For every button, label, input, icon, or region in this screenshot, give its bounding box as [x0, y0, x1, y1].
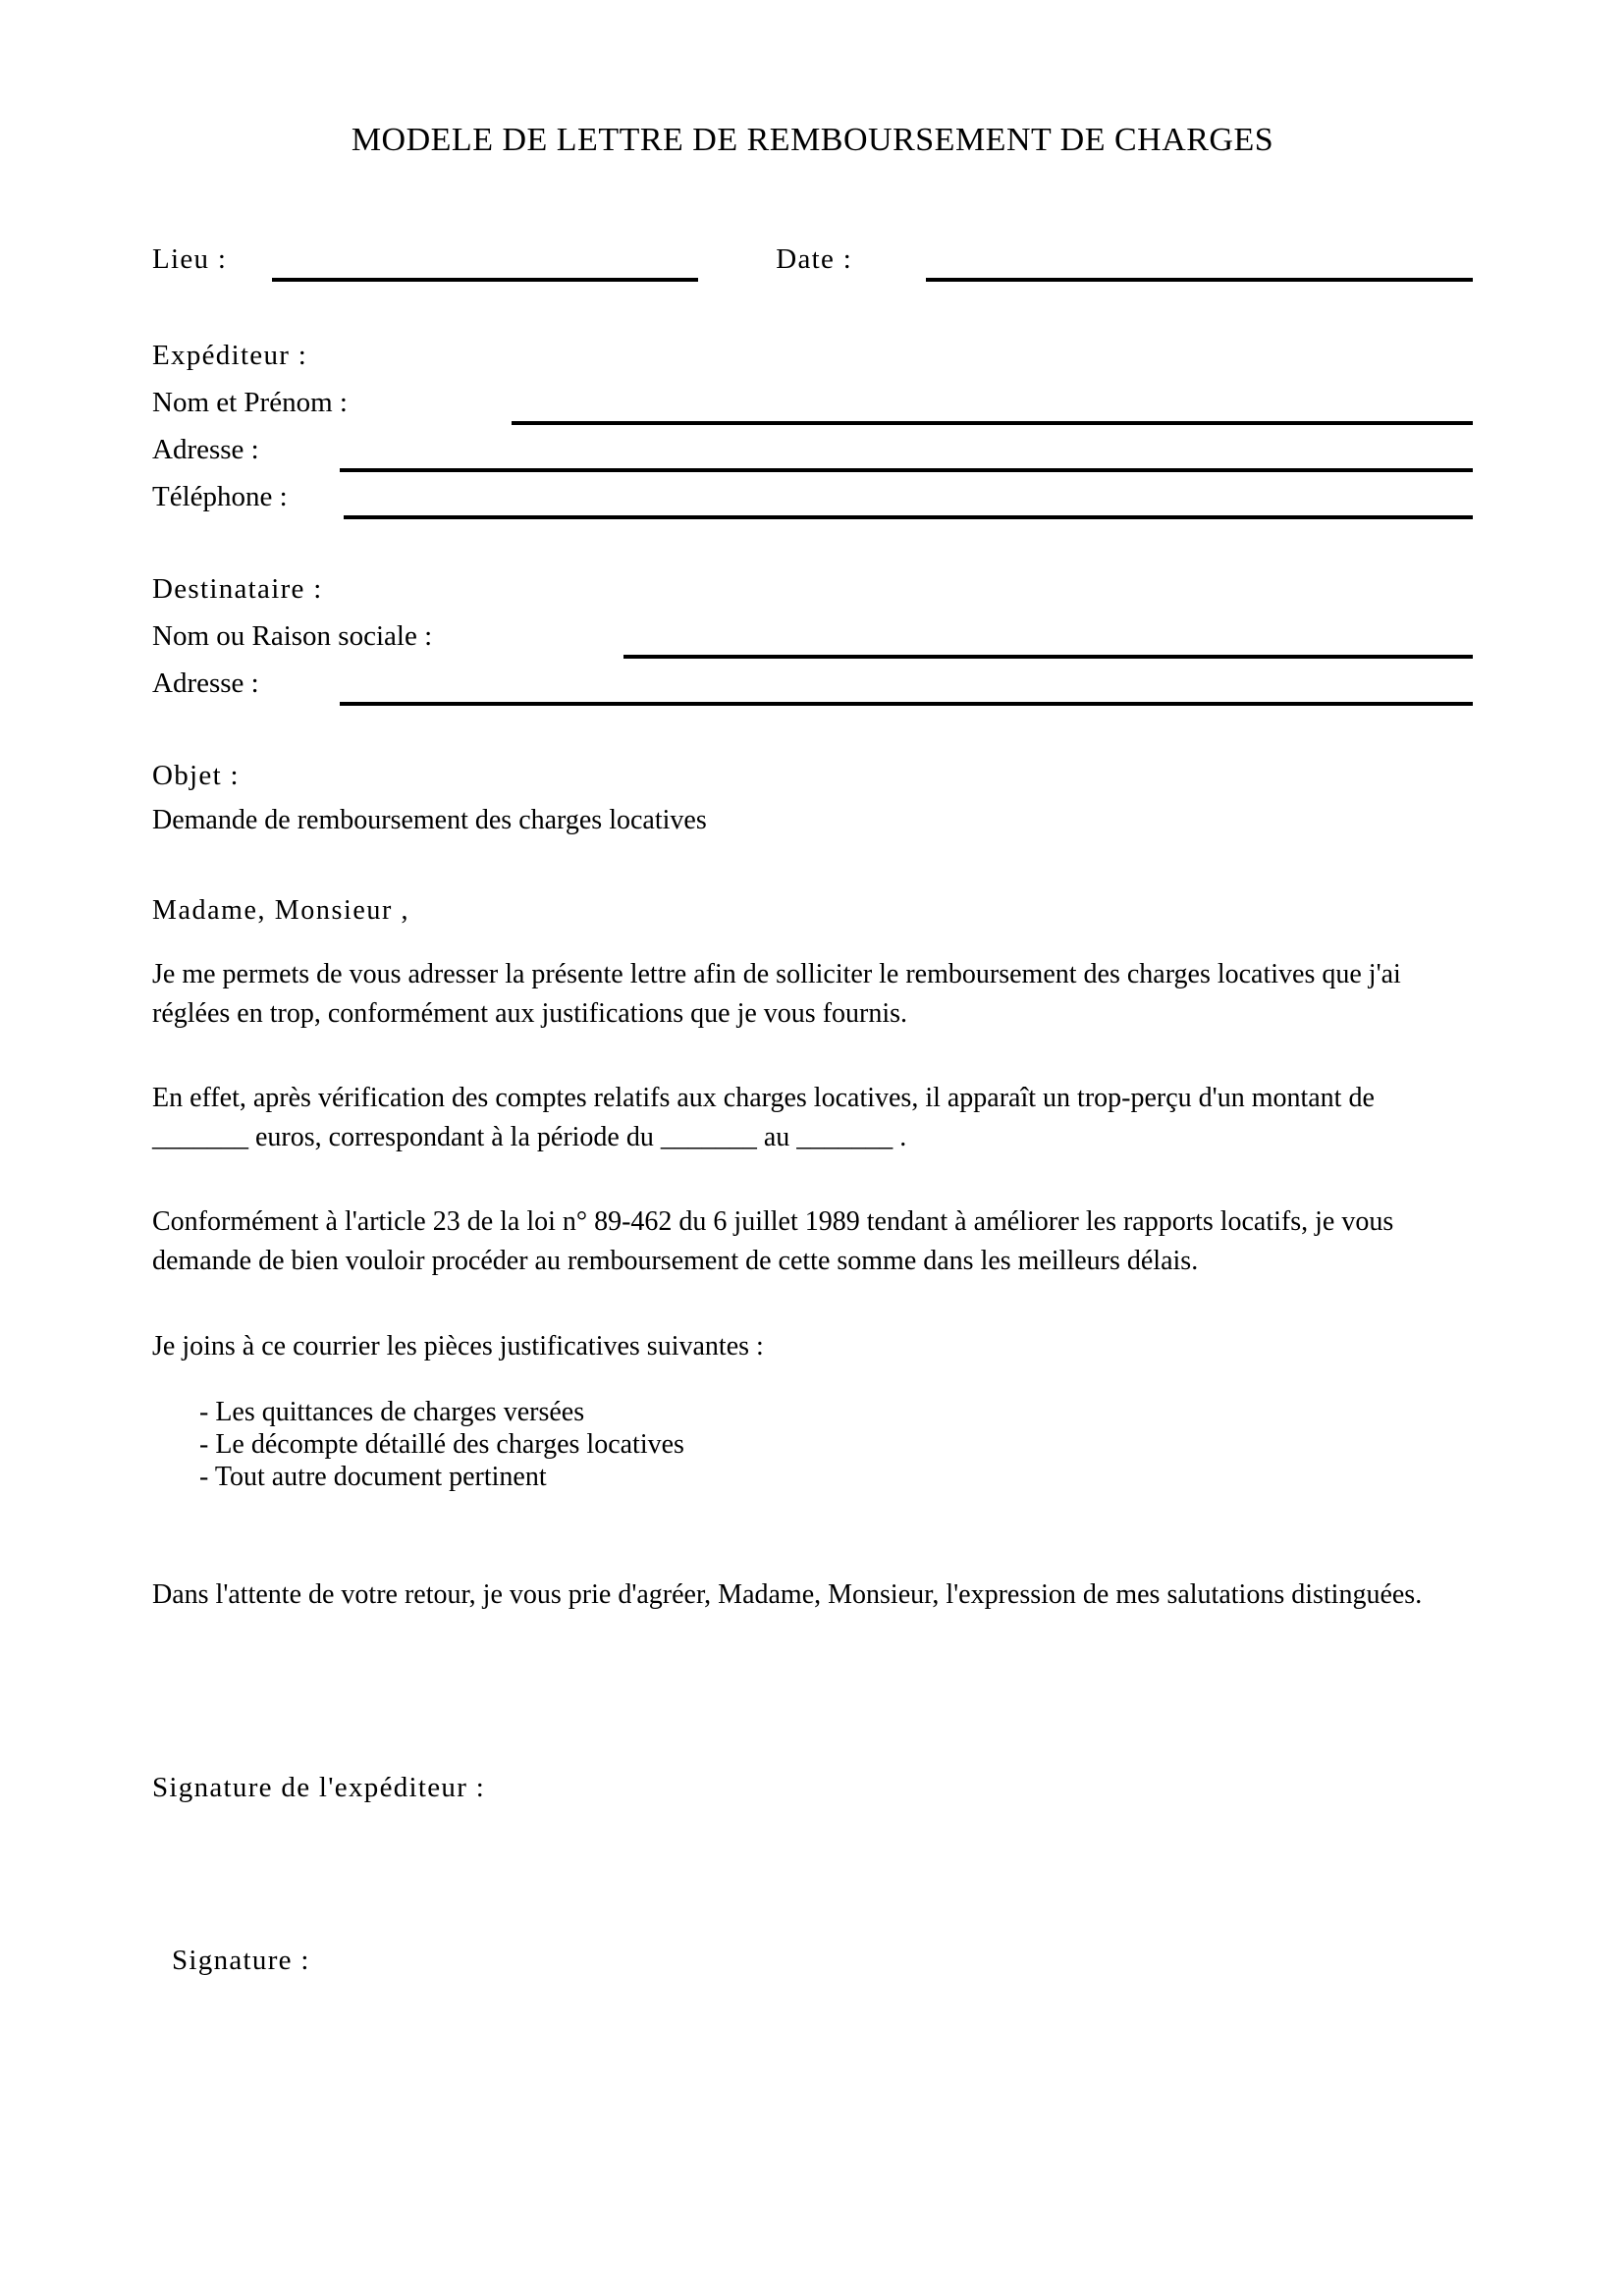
- salutation: Madame, Monsieur ,: [152, 895, 410, 926]
- date-label: Date :: [776, 243, 853, 275]
- paragraph-amount: En effet, après vérification des comptes relatifs aux charges locatives, il apparaît un trop-perçu d'un montant de _______ euros, correspondant à la période du _______ au _______ .: [152, 1083, 1375, 1152]
- attachments-intro: Je joins à ce courrier les pièces justificatives suivantes :: [152, 1331, 764, 1362]
- sender-name-row: [152, 385, 1473, 420]
- signature-label: Signature :: [172, 1945, 310, 1976]
- recipient-name-fill-line[interactable]: [623, 655, 1473, 659]
- date-fill-line[interactable]: [926, 278, 1473, 282]
- sender-section-label: Expéditeur :: [152, 340, 308, 371]
- lieu-date-row: [152, 241, 1473, 277]
- recipient-name-row: [152, 618, 1473, 654]
- sender-phone-label: Téléphone :: [152, 481, 288, 512]
- sender-phone-row: [152, 479, 1473, 514]
- attachments-list: [152, 1396, 1473, 1493]
- document-title: MODELE DE LETTRE DE REMBOURSEMENT DE CHARGES: [351, 122, 1274, 158]
- recipient-address-row: [152, 666, 1473, 701]
- list-item: - Le décompte détaillé des charges locatives: [199, 1429, 684, 1460]
- subject-value: Demande de remboursement des charges locatives: [152, 805, 707, 835]
- sender-phone-fill-line[interactable]: [344, 515, 1473, 519]
- lieu-fill-line[interactable]: [272, 278, 698, 282]
- closing-formula: Dans l'attente de votre retour, je vous prie d'agréer, Madame, Monsieur, l'expression de mes salutations distinguées.: [152, 1579, 1423, 1610]
- sender-name-label: Nom et Prénom :: [152, 387, 348, 418]
- recipient-section-label: Destinataire :: [152, 573, 323, 605]
- sender-signature-label: Signature de l'expéditeur :: [152, 1772, 486, 1803]
- list-item: - Les quittances de charges versées: [199, 1397, 585, 1427]
- sender-address-label: Adresse :: [152, 434, 259, 465]
- subject-label: Objet :: [152, 760, 240, 791]
- lieu-label: Lieu :: [152, 243, 228, 275]
- paragraph-request: Je me permets de vous adresser la présente lettre afin de solliciter le remboursement des charges locatives que j'ai réglées en trop, conformément aux justifications que je vous fournis.: [152, 959, 1401, 1029]
- sender-address-fill-line[interactable]: [340, 468, 1473, 472]
- recipient-address-label: Adresse :: [152, 667, 259, 699]
- sender-name-fill-line[interactable]: [512, 421, 1473, 425]
- paragraph-legal: Conformément à l'article 23 de la loi n° 89-462 du 6 juillet 1989 tendant à améliorer les rapports locatifs, je vous demande de bien vouloir procéder au remboursement de cette somme dans les meilleurs délais.: [152, 1206, 1394, 1276]
- list-item: - Tout autre document pertinent: [199, 1462, 547, 1492]
- recipient-name-label: Nom ou Raison sociale :: [152, 620, 433, 652]
- sender-address-row: [152, 432, 1473, 467]
- recipient-address-fill-line[interactable]: [340, 702, 1473, 706]
